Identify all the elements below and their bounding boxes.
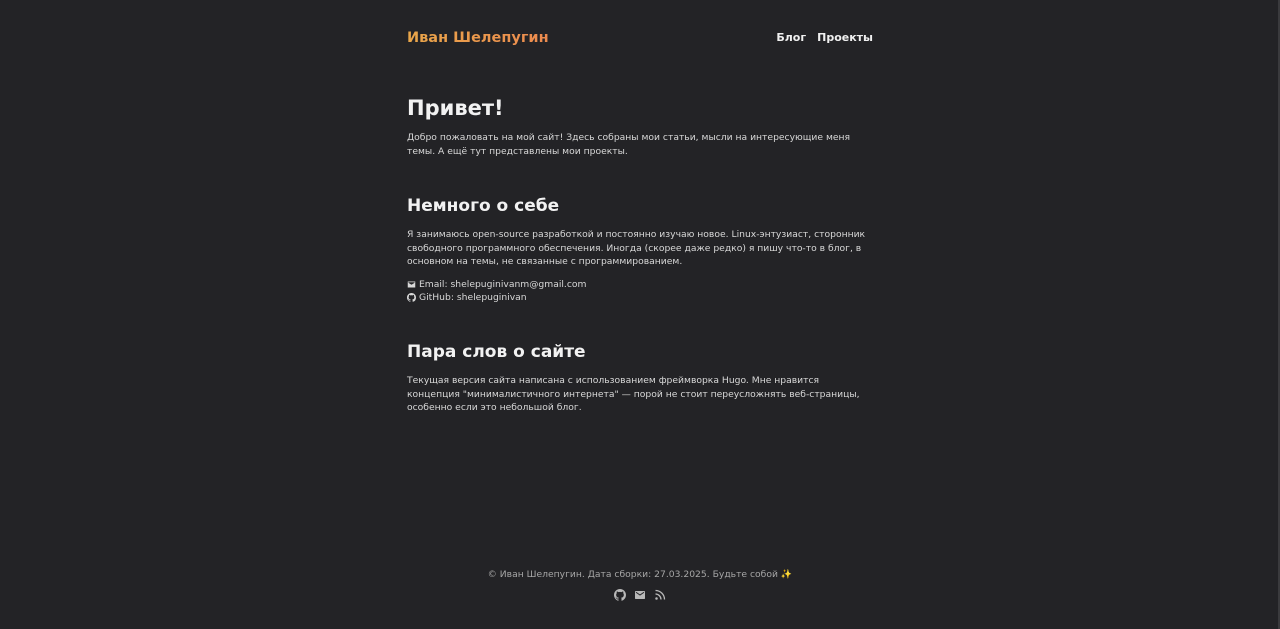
- footer-mail-link[interactable]: [634, 589, 646, 601]
- site-footer: [0, 568, 1280, 601]
- nav-link-blog[interactable]: Блог: [776, 31, 807, 44]
- mail-icon: [407, 280, 416, 289]
- rss-icon: [654, 589, 666, 601]
- footer-icons: [0, 589, 1280, 601]
- github-icon: [407, 293, 416, 302]
- intro-text: Добро пожаловать на мой сайт! Здесь собраны мои статьи, мысли на интересующие меня темы. А ещё тут представлены мои проекты.: [407, 132, 851, 157]
- github-link[interactable]: GitHub: shelepuginivan: [419, 292, 527, 303]
- footer-rss-link[interactable]: [654, 589, 666, 601]
- email-link[interactable]: Email: shelepuginivanm@gmail.com: [419, 279, 587, 290]
- main-nav: [776, 28, 873, 48]
- site-info-heading: Пара слов о сайте: [407, 342, 586, 362]
- github-row: [407, 291, 527, 304]
- email-row: [407, 278, 586, 291]
- site-title-link[interactable]: Иван Шелепугин: [407, 30, 549, 46]
- nav-link-projects[interactable]: Проекты: [817, 31, 873, 44]
- about-text: Я занимаюсь open-source разработкой и постоянно изучаю новое. Linux-энтузиаст, сторонник свободного программного обеспечения. Иногда (скорее даже редко) я пишу что-то в блог, в основном на темы, не связанные с программированием.: [407, 229, 866, 268]
- site-header: [407, 28, 873, 48]
- footer-github-link[interactable]: [614, 589, 626, 601]
- intro-heading: Привет!: [407, 96, 504, 120]
- about-heading: Немного о себе: [407, 196, 560, 216]
- footer-text: © Иван Шелепугин. Дата сборки: 27.03.2025. Будьте собой ✨: [487, 569, 793, 580]
- site-info-text: Текущая версия сайта написана с использованием фреймворка Hugo. Мне нравится концепция "минималистичного интернета" — порой не стоит переусложнять веб-страницы, особенно если это небольшой блог.: [407, 375, 860, 414]
- mail-icon: [634, 589, 646, 601]
- github-icon: [614, 589, 626, 601]
